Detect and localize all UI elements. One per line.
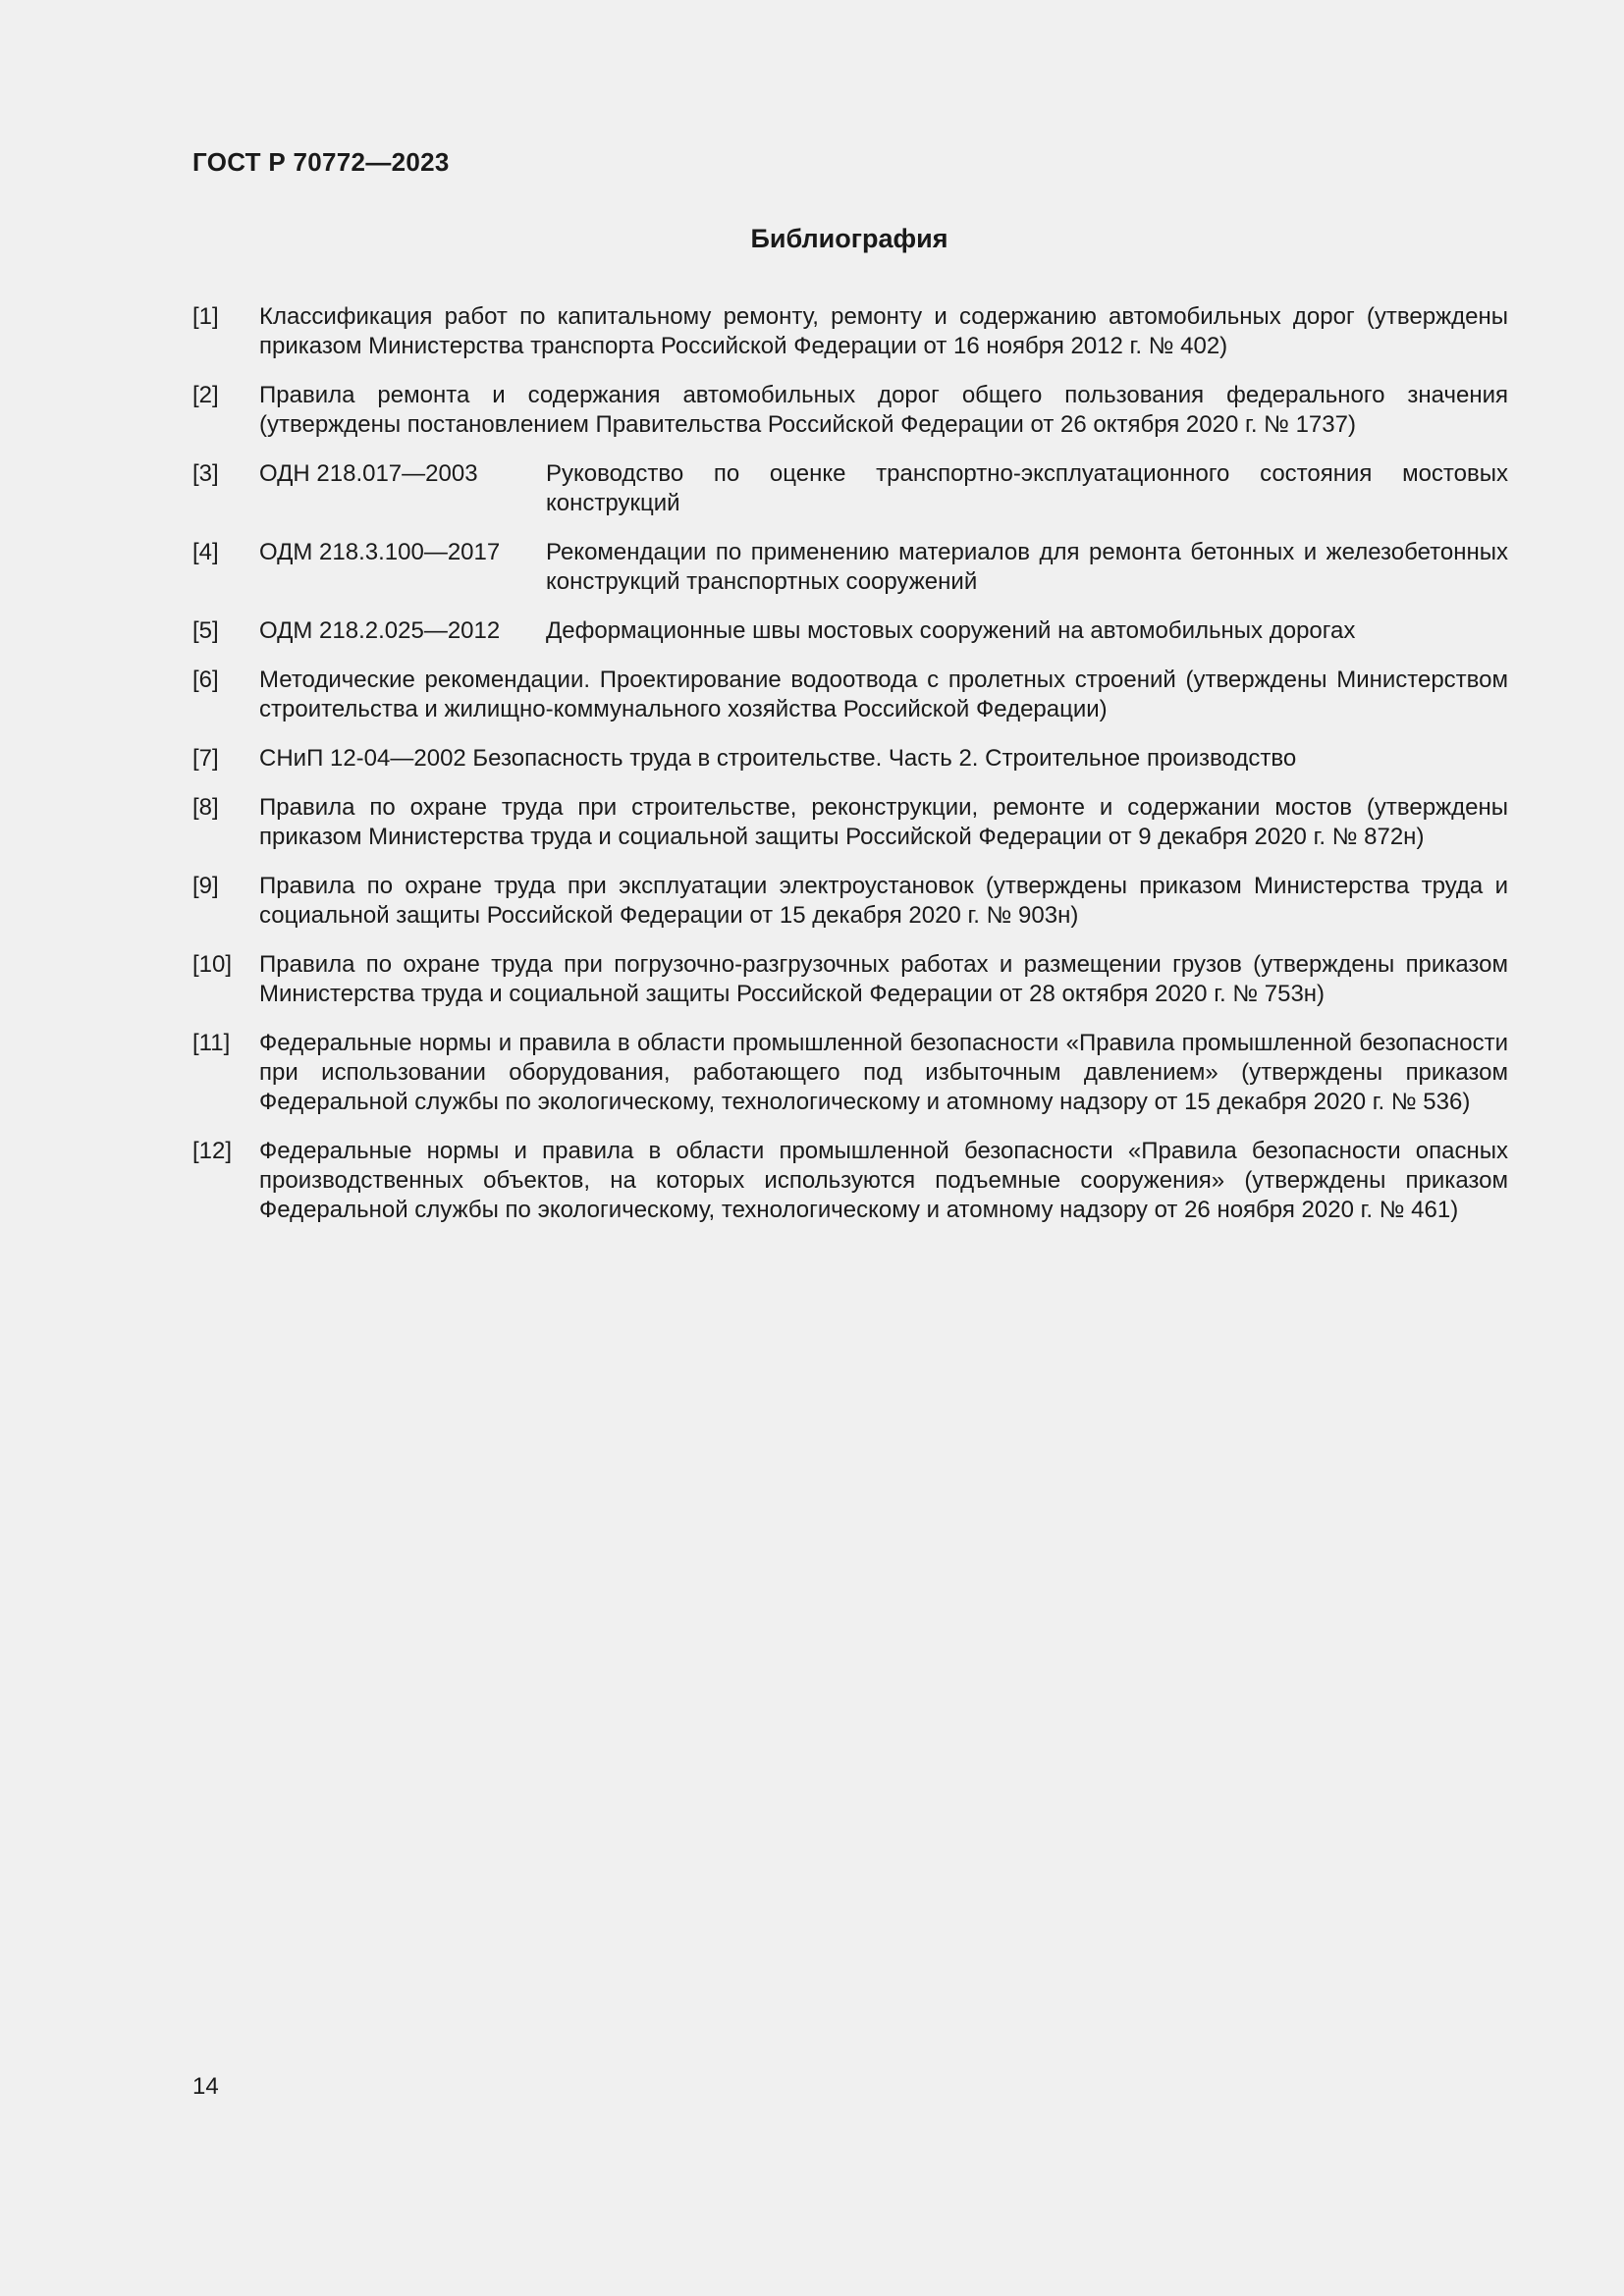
bibliography-entry — [192, 872, 1508, 931]
entry-number: [1] — [192, 303, 219, 330]
entry-number: [9] — [192, 873, 219, 899]
entry-code: ОДМ 218.3.100—2017 — [259, 539, 501, 565]
entry-number: [5] — [192, 617, 219, 644]
bibliography-entry — [192, 538, 1508, 597]
entry-text: Деформационные швы мостовых сооружений на автомобильных дорогах — [546, 617, 1356, 644]
entry-number: [10] — [192, 951, 233, 978]
entry-text: Правила ремонта и содержания автомобильных дорог общего пользования федерального значения (утверждены постановлением Правительства Российской Федерации от 26 октября 2020 г. № 1737) — [259, 382, 1508, 438]
entry-number: [8] — [192, 794, 219, 821]
entry-text: Федеральные нормы и правила в области промышленной безопасности «Правила безопасности опасных производственных объектов, на которых используются подъемные сооружения» (утверждены приказом Федеральной службы по экологическому, технологическому и атомному надзору от 26 ноября 2020 г. № 461) — [259, 1138, 1508, 1223]
entry-number: [2] — [192, 382, 219, 408]
entry-number: [4] — [192, 539, 219, 565]
bibliography-entry — [192, 459, 1508, 518]
entry-text: Правила по охране труда при эксплуатации электроустановок (утверждены приказом Министерства труда и социальной защиты Российской Федерации от 15 декабря 2020 г. № 903н) — [259, 873, 1508, 929]
entry-text: Федеральные нормы и правила в области промышленной безопасности «Правила промышленной безопасности при использовании оборудования, работающего под избыточным давлением» (утверждены приказом Федеральной службы по экологическому, технологическому и атомному надзору от 15 декабря 2020 г. № 536) — [259, 1030, 1508, 1115]
entry-text: Методические рекомендации. Проектирование водоотвода с пролетных строений (утверждены Министерством строительства и жилищно-коммунального хозяйства Российской Федерации) — [259, 667, 1508, 722]
bibliography-entry — [192, 381, 1508, 440]
bibliography-entry — [192, 616, 1508, 646]
entry-text: Руководство по оценке транспортно-эксплуатационного состояния мостовых конструкций — [546, 460, 1508, 516]
section-title: Библиография — [750, 224, 948, 253]
document-code: ГОСТ Р 70772—2023 — [192, 147, 450, 177]
page-number: 14 — [192, 2073, 219, 2100]
bibliography-entry — [192, 793, 1508, 852]
bibliography-entry — [192, 1029, 1508, 1117]
entry-code: ОДН 218.017—2003 — [259, 460, 478, 487]
bibliography-entry — [192, 302, 1508, 361]
bibliography-entry — [192, 744, 1508, 774]
entry-number: [12] — [192, 1138, 233, 1164]
entry-number: [7] — [192, 745, 219, 772]
entry-text: Правила по охране труда при погрузочно-разгрузочных работах и размещении грузов (утверждены приказом Министерства труда и социальной защиты Российской Федерации от 28 октября 2020 г. № 753н) — [259, 951, 1508, 1007]
entry-text: Рекомендации по применению материалов для ремонта бетонных и железобетонных конструкций транспортных сооружений — [546, 539, 1508, 595]
entry-number: [11] — [192, 1030, 231, 1056]
entry-number: [3] — [192, 460, 219, 487]
bibliography-entry — [192, 950, 1508, 1009]
entry-text: Правила по охране труда при строительстве, реконструкции, ремонте и содержании мостов (утверждены приказом Министерства труда и социальной защиты Российской Федерации от 9 декабря 2020 г. № 872н) — [259, 794, 1508, 850]
entry-code: ОДМ 218.2.025—2012 — [259, 617, 501, 644]
bibliography-list — [192, 302, 1508, 1245]
entry-number: [6] — [192, 667, 219, 693]
bibliography-entry — [192, 1137, 1508, 1225]
bibliography-entry — [192, 666, 1508, 724]
entry-text: СНиП 12-04—2002 Безопасность труда в строительстве. Часть 2. Строительное производство — [259, 745, 1297, 772]
entry-text: Классификация работ по капитальному ремонту, ремонту и содержанию автомобильных дорог (утверждены приказом Министерства транспорта Российской Федерации от 16 ноября 2012 г. № 402) — [259, 303, 1508, 359]
